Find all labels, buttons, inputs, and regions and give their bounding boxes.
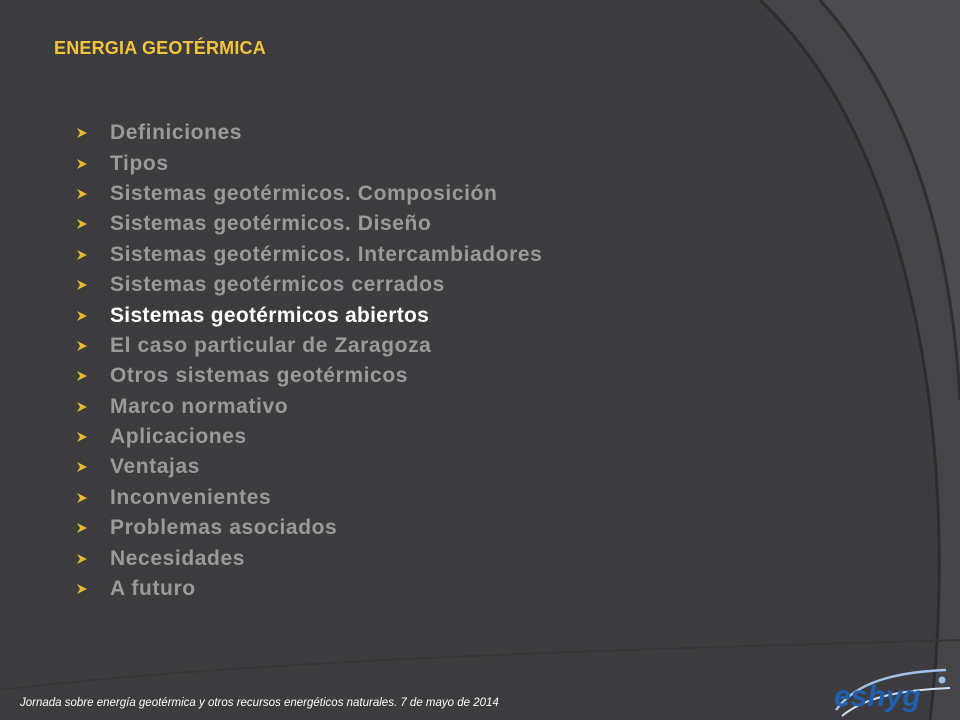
agenda-item-label: Sistemas geotérmicos. Intercambiadores [110, 242, 543, 266]
eshyg-logo [826, 660, 954, 718]
arrow-bullet-icon [76, 431, 88, 443]
agenda-item-label: Sistemas geotérmicos. Diseño [110, 212, 432, 236]
agenda-item-label: Necesidades [110, 546, 246, 570]
arrow-bullet-icon [76, 188, 88, 200]
agenda-item-otros [76, 361, 542, 391]
agenda-item-cerrados [76, 270, 542, 300]
agenda-item-composicion [76, 179, 542, 209]
slide-title: ENERGIA GEOTÉRMICA [54, 38, 266, 58]
agenda-item-abiertos [76, 300, 542, 330]
logo-text: eshyg [834, 680, 921, 713]
agenda-item-tipos [76, 148, 542, 178]
arrow-bullet-icon [76, 370, 88, 382]
agenda-item-label: Sistemas geotérmicos. Composición [110, 181, 498, 205]
agenda-item-ventajas [76, 452, 542, 482]
arrow-bullet-icon [76, 522, 88, 534]
agenda-item-label: Inconvenientes [110, 485, 272, 509]
arrow-bullet-icon [76, 553, 88, 565]
agenda-item-definiciones [76, 118, 542, 148]
arrow-bullet-icon [76, 158, 88, 170]
agenda-item-aplicaciones [76, 422, 542, 452]
agenda-item-intercambiadores [76, 240, 542, 270]
agenda-item-problemas [76, 513, 542, 543]
arrow-bullet-icon [76, 127, 88, 139]
arrow-bullet-icon [76, 401, 88, 413]
agenda-item-label: Problemas asociados [110, 516, 338, 540]
arrow-bullet-icon [76, 340, 88, 352]
agenda-item-label: A futuro [110, 577, 196, 601]
agenda-item-label: Sistemas geotérmicos cerrados [110, 273, 445, 297]
arrow-bullet-icon [76, 583, 88, 595]
arrow-bullet-icon [76, 492, 88, 504]
agenda-item-zaragoza [76, 331, 542, 361]
arrow-bullet-icon [76, 310, 88, 322]
agenda-item-label: Ventajas [110, 455, 201, 479]
agenda-item-label: El caso particular de Zaragoza [110, 333, 432, 357]
agenda-item-futuro [76, 574, 542, 604]
agenda-item-inconvenientes [76, 483, 542, 513]
agenda-item-label: Marco normativo [110, 394, 289, 418]
agenda-item-diseno [76, 209, 542, 239]
agenda-item-label: Otros sistemas geotérmicos [110, 364, 409, 388]
arrow-bullet-icon [76, 218, 88, 230]
arrow-bullet-icon [76, 279, 88, 291]
agenda-list [76, 118, 542, 604]
agenda-item-label: Tipos [110, 151, 169, 175]
arrow-bullet-icon [76, 249, 88, 261]
agenda-item-marco [76, 392, 542, 422]
agenda-item-label: Definiciones [110, 121, 243, 145]
agenda-item-label: Aplicaciones [110, 425, 247, 449]
arrow-bullet-icon [76, 461, 88, 473]
slide-footer: Jornada sobre energía geotérmica y otros recursos energéticos naturales. 7 de mayo de 2014 [20, 697, 499, 709]
agenda-item-label: Sistemas geotérmicos abiertos [110, 303, 430, 327]
agenda-item-necesidades [76, 543, 542, 573]
